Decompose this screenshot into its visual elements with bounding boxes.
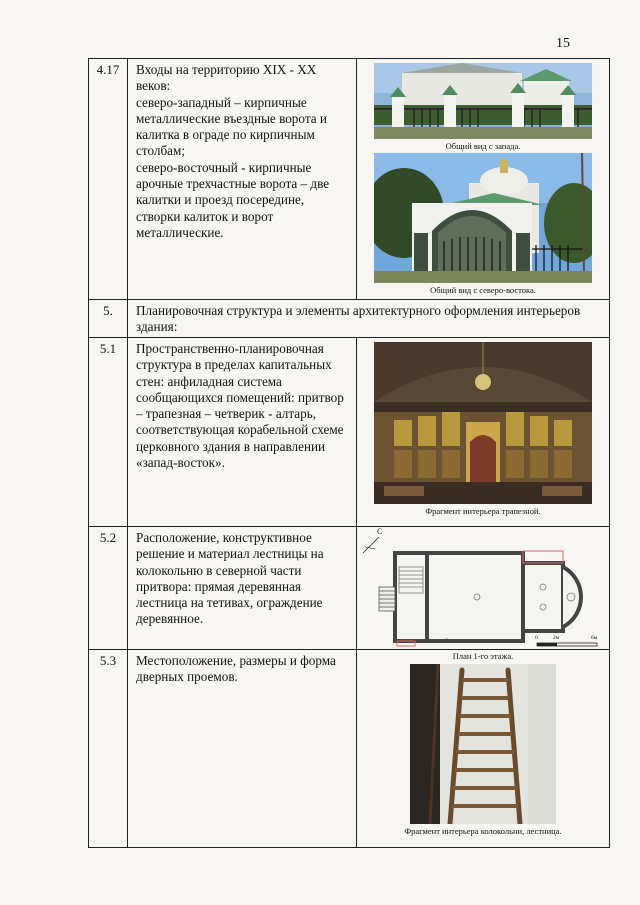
row-text: Пространственно-планировочная структура в пределах капитальных стен: анфиладная система сообщающихся помещений: притвор – трапезная – четверик - алтарь, соответствующая корабельной схеме церковного здания в направлении «запад-восток». [136,341,344,471]
scale-label-6m: 6м [591,635,598,641]
row-illustrations [357,59,610,300]
table-row [89,338,610,527]
table-row [89,650,610,848]
photo-west-view [374,63,592,139]
scale-label-0: 0 [535,635,538,641]
caption-belfry-staircase: Фрагмент интерьера колокольни, лестница. [404,826,562,836]
row-description [128,59,357,300]
caption-west-view: Общий вид с запада. [445,141,521,151]
section-title: Планировочная структура и элементы архитектурного оформления интерьеров здания: [128,300,610,338]
row-number: 5.2 [89,527,128,650]
photo-refectory-interior [374,342,592,504]
row-illustrations [357,650,610,848]
row-number: 5.1 [89,338,128,527]
row-number: 5. [89,300,128,338]
photo-northeast-view [374,153,592,283]
row-text: Расположение, конструктивное решение и материал лестницы на колокольню в северной части притвора: прямая деревянная лестница на тетивах, ограждение деревянное. [136,530,324,627]
caption-refectory-interior: Фрагмент интерьера трапезной. [425,506,541,516]
caption-floor-plan: План 1-го этажа. [452,651,514,661]
row-number: 4.17 [89,59,128,300]
table-row [89,59,610,300]
monument-description-table [88,58,610,848]
row-description [128,527,357,650]
scale-label-2m: 2м [553,635,560,641]
caption-northeast-view: Общий вид с северо-востока. [430,285,536,295]
row-illustrations [357,338,610,527]
north-label: С [377,527,383,536]
table-row [89,300,610,338]
table-row [89,527,610,650]
row-text: Местоположение, размеры и форма дверных проемов. [136,653,336,685]
floor-plan [357,527,609,649]
row-description [128,650,357,848]
row-text: Входы на территорию XIX - XX веков: северо-западный – кирпичные металлические въездные ворота и калитка в ограде по кирпичным столбам; северо-восточный - кирпичные арочные трехчастные ворота – две калитки и проезд посередине, створки калиток и ворот металлические. [136,62,330,240]
row-illustrations [357,527,610,650]
legend-label: - поздние объемы [419,638,461,644]
page-number: 15 [556,36,570,51]
photo-belfry-staircase [410,664,556,824]
row-number: 5.3 [89,650,128,848]
row-description [128,338,357,527]
